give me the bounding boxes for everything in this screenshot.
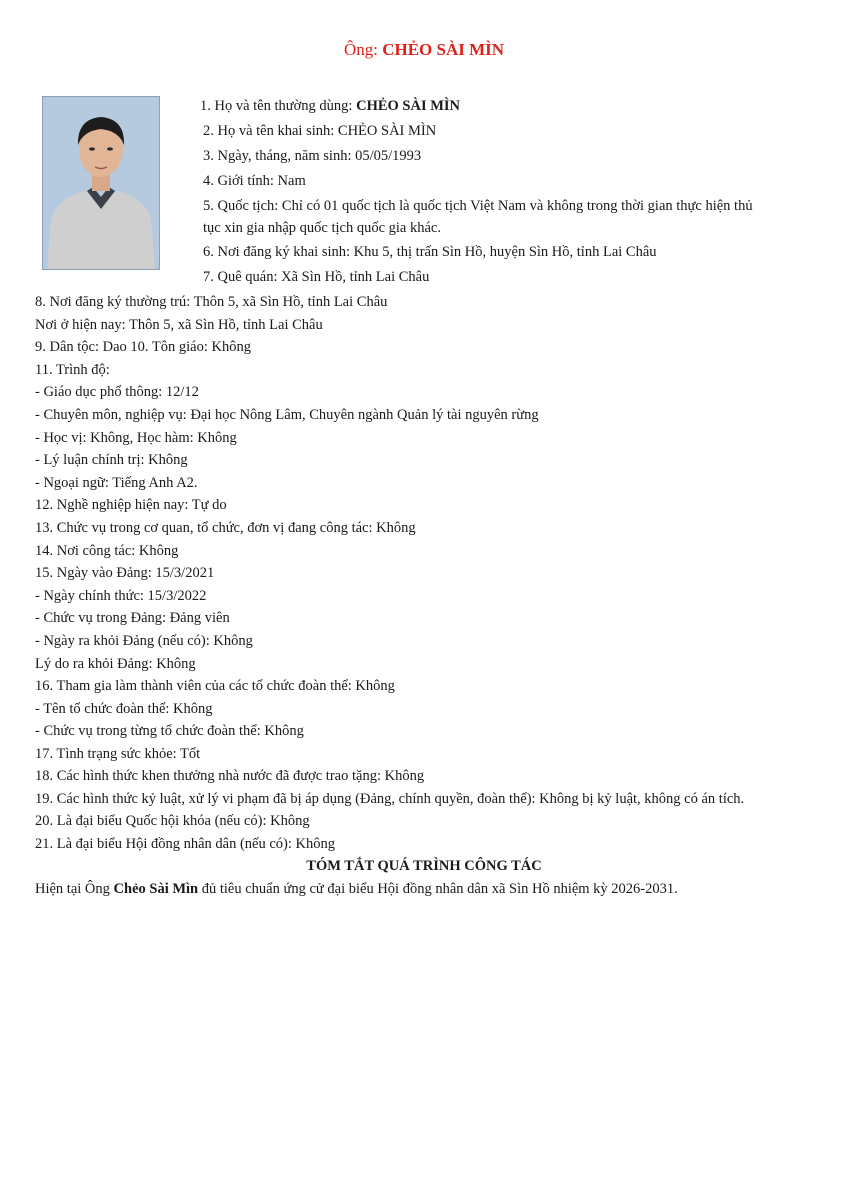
item-position: 13. Chức vụ trong cơ quan, tổ chức, đơn vị đang công tác: Không	[35, 519, 416, 536]
item-organizations: 16. Tham gia làm thành viên của các tổ chức đoàn thể: Không	[35, 678, 395, 695]
item-party-join-date: 15. Ngày vào Đảng: 15/3/2021	[35, 565, 215, 582]
item-foreign-language: - Ngoại ngữ: Tiếng Anh A2.	[35, 474, 198, 491]
item-organization-position: - Chức vụ trong từng tổ chức đoàn thể: Không	[35, 723, 304, 740]
item-general-education: - Giáo dục phổ thông: 12/12	[35, 384, 199, 401]
personal-info-top	[200, 94, 760, 290]
portrait-photo	[42, 96, 160, 270]
item-health: 17. Tình trạng sức khỏe: Tốt	[35, 745, 201, 762]
item-party-leave-reason: Lý do ra khỏi Đảng: Không	[35, 655, 196, 672]
item-occupation: 12. Nghề nghiệp hiện nay: Tự do	[35, 497, 227, 514]
item-birth-name: 2. Họ và tên khai sinh: CHẺO SÀI MÌN	[203, 123, 437, 139]
item-ethnicity-religion: 9. Dân tộc: Dao 10. Tôn giáo: Không	[35, 339, 251, 356]
item-national-assembly: 20. Là đại biểu Quốc hội khóa (nếu có): Không	[35, 813, 310, 830]
item-workplace: 14. Nơi công tác: Không	[35, 542, 179, 559]
item-current-residence: Nơi ở hiện nay: Thôn 5, xã Sìn Hồ, tỉnh Lai Châu	[35, 316, 323, 333]
item-degree: - Học vị: Không, Học hàm: Không	[35, 429, 237, 446]
page-title	[0, 40, 848, 60]
summary-text: Hiện tại Ông Chẻo Sài Mìn đủ tiêu chuẩn ứng cử đại biểu Hội đồng nhân dân xã Sìn Hồ nhiệm kỳ 2026-2031.	[35, 880, 678, 897]
item-education-heading: 11. Trình độ:	[35, 361, 110, 378]
item-party-position: - Chức vụ trong Đảng: Đảng viên	[35, 610, 230, 627]
item-political-theory: - Lý luận chính trị: Không	[35, 452, 188, 469]
title-prefix: Ông:	[343, 40, 383, 59]
personal-info-body	[35, 291, 815, 900]
item-permanent-residence: 8. Nơi đăng ký thường trú: Thôn 5, xã Sìn Hồ, tỉnh Lai Châu	[35, 294, 388, 310]
candidate-name: CHẺO SÀI MÌN	[382, 40, 505, 59]
item-nationality: 5. Quốc tịch: Chỉ có 01 quốc tịch là quốc tịch Việt Nam và không trong thời gian thực hiện thủ tục xin gia nhập quốc tịch quốc gia khác.	[203, 198, 753, 236]
item-common-name: 1. Họ và tên thường dùng: CHẺO SÀI MÌN	[200, 98, 461, 114]
item-organization-name: - Tên tổ chức đoàn thể: Không	[35, 700, 213, 717]
item-party-official-date: - Ngày chính thức: 15/3/2022	[35, 587, 207, 604]
item-awards: 18. Các hình thức khen thưởng nhà nước đã được trao tặng: Không	[35, 768, 425, 785]
item-party-leave-date: - Ngày ra khỏi Đảng (nếu có): Không	[35, 632, 253, 649]
item-discipline: 19. Các hình thức kỷ luật, xử lý vi phạm đã bị áp dụng (Đảng, chính quyền, đoàn thể): Không bị kỷ luật, không có án tích.	[35, 791, 745, 808]
item-peoples-council: 21. Là đại biểu Hội đồng nhân dân (nếu có): Không	[35, 835, 335, 852]
item-birth-date: 3. Ngày, tháng, năm sinh: 05/05/1993	[203, 148, 422, 164]
summary-heading: TÓM TẮT QUÁ TRÌNH CÔNG TÁC	[306, 858, 542, 875]
item-hometown: 7. Quê quán: Xã Sìn Hồ, tỉnh Lai Châu	[203, 269, 430, 285]
item-birth-registration: 6. Nơi đăng ký khai sinh: Khu 5, thị trấn Sìn Hồ, huyện Sìn Hồ, tỉnh Lai Châu	[203, 244, 657, 260]
item-specialty: - Chuyên môn, nghiệp vụ: Đại học Nông Lâm, Chuyên ngành Quản lý tài nguyên rừng	[35, 406, 539, 423]
item-gender: 4. Giới tính: Nam	[203, 173, 306, 189]
